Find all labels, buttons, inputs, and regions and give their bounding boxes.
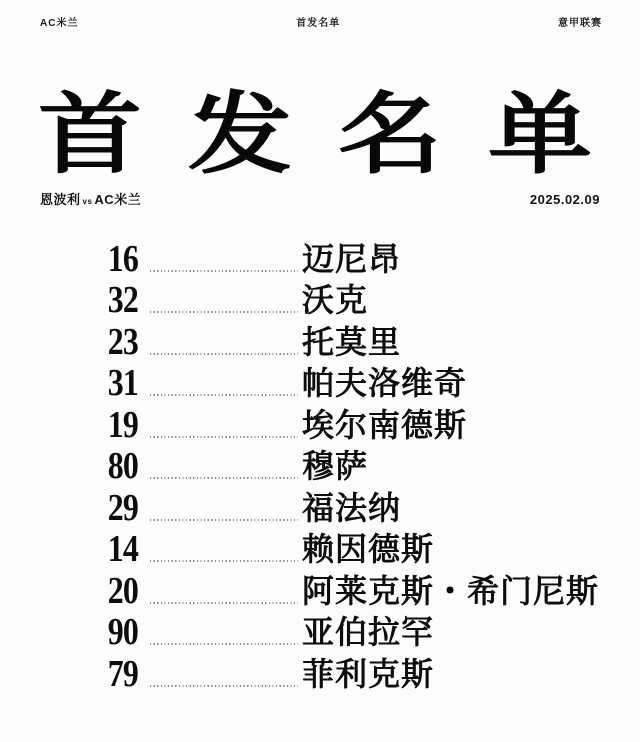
player-name: 托莫里 (302, 323, 402, 360)
player-name: 亚伯拉罕 (302, 614, 435, 651)
player-number: 14 (107, 528, 138, 571)
player-number: 16 (107, 237, 138, 280)
player-number: 90 (107, 611, 138, 654)
lineup-row (0, 446, 640, 488)
dotted-leader (150, 477, 298, 479)
dotted-leader (150, 643, 298, 645)
player-number: 80 (107, 445, 138, 488)
dotted-leader (150, 353, 298, 355)
player-name: 迈尼昂 (302, 240, 402, 277)
match-info-bar (0, 189, 640, 208)
player-number: 19 (107, 403, 138, 446)
top-header (0, 0, 640, 29)
lineup-row (0, 280, 640, 322)
header-league-name: 意甲联赛 (557, 18, 602, 29)
away-team-name: 恩波利 (40, 192, 81, 207)
player-name: 帕夫洛维奇 (302, 365, 468, 402)
lineup-list (0, 238, 640, 695)
match-teams (40, 189, 141, 208)
match-date: 2025.02.09 (529, 192, 600, 207)
dotted-leader (150, 394, 298, 396)
dotted-leader (150, 311, 298, 313)
player-name: 菲利克斯 (302, 655, 435, 692)
lineup-row (0, 487, 640, 529)
header-page-label: 首发名单 (296, 18, 341, 29)
dotted-leader (150, 602, 298, 604)
dotted-leader (150, 560, 298, 562)
player-number: 23 (107, 320, 138, 363)
lineup-row (0, 529, 640, 571)
player-number: 79 (107, 652, 138, 695)
player-name: 沃克 (302, 282, 369, 319)
home-team-name: AC米兰 (94, 192, 142, 207)
player-number: 32 (107, 279, 138, 322)
player-number: 31 (107, 362, 138, 405)
lineup-row (0, 404, 640, 446)
player-number: 29 (107, 486, 138, 529)
lineup-row (0, 238, 640, 280)
lineup-row (0, 653, 640, 695)
dotted-leader (150, 685, 298, 687)
lineup-row (0, 612, 640, 654)
vs-label: vs (82, 197, 93, 206)
player-name: 穆萨 (302, 448, 369, 485)
dotted-leader (150, 270, 298, 272)
header-team-name: AC米兰 (40, 18, 79, 29)
lineup-row (0, 321, 640, 363)
player-number: 20 (107, 569, 138, 612)
dotted-leader (150, 519, 298, 521)
player-name: 阿莱克斯・希门尼斯 (302, 572, 600, 609)
dotted-leader (150, 436, 298, 438)
lineup-row (0, 363, 640, 405)
lineup-row (0, 570, 640, 612)
player-name: 福法纳 (302, 489, 402, 526)
page-title: 首发名单 (38, 85, 639, 185)
player-name: 赖因德斯 (302, 531, 435, 568)
player-name: 埃尔南德斯 (302, 406, 468, 443)
